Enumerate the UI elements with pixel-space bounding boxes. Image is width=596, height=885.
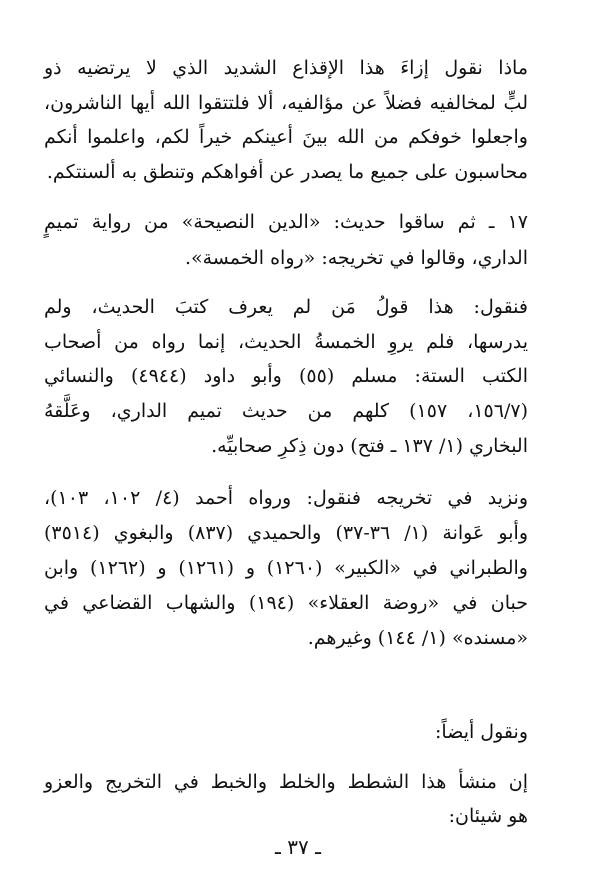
text-line: ونزيد في تخريجه فنقول: ورواه أحمد (٤/ ١٠٢، ١٠٣)، <box>44 487 528 509</box>
text-line: البخاري (١/ ١٣٧ ـ فتح) دون ذِكرِ صحابيِّه. <box>211 435 528 457</box>
text-line: فنقول: هذا قولُ مَن لم يعرف كتبَ الحديث، ولم <box>44 296 528 318</box>
text-line: الداري، وقالوا في تخريجه: «رواه الخمسة». <box>184 247 528 269</box>
text-line: ونقول أيضاً: <box>435 721 528 743</box>
text-line: الكتب الستة: مسلم (٥٥) وأبو داود (٤٩٤٤) والنسائي <box>44 365 528 387</box>
text-line: (١٥٦/٧، ١٥٧) كلهم من حديث تميم الداري، وعَلَّقهُ <box>44 400 528 422</box>
text-line: محاسبون على جميع ما يصدر عن أفواهكم وتنطق به ألسنتكم. <box>46 161 528 183</box>
text-line: ماذا نقول إزاءَ هذا الإقذاع الشديد الذي لا يرتضيه ذو <box>44 57 528 79</box>
text-line: واجعلوا خوفكم من الله بينَ أعينكم خيراً لكم، واعلموا أنكم <box>44 126 528 148</box>
text-line: إن منشأ هذا الشطط والخلط والخبط في التخريج والعزو <box>44 771 528 793</box>
page-number: ـ ٣٧ ـ <box>275 835 321 859</box>
text-line: ١٧ ـ ثم ساقوا حديث: «الدين النصيحة» من رواية تميمٍ <box>44 211 528 233</box>
text-line: «مسنده» (١/ ١٤٤) وغيرهم. <box>307 627 528 649</box>
text-line: حبان في «روضة العقلاء» (١٩٤) والشهاب القضاعي في <box>44 592 528 614</box>
text-line: والطبراني في «الكبير» (١٢٦٠) و (١٢٦١) و (١٢٦٢) وابن <box>44 557 528 579</box>
text-line: وأبو عَوانة (١/ ٣٦-٣٧) والحميدي (٨٣٧) والبغوي (٣٥١٤) <box>44 522 528 544</box>
text-line: لبٍّ لمخالفيه فضلاً عن مؤالفيه، ألا فلتتقوا الله أيها الناشرون، <box>44 92 528 114</box>
text-line: يدرسها، فلم يروِ الخمسةُ الحديث، إنما رواه من أصحاب <box>44 331 528 353</box>
text-line: هو شيئان: <box>448 805 528 827</box>
